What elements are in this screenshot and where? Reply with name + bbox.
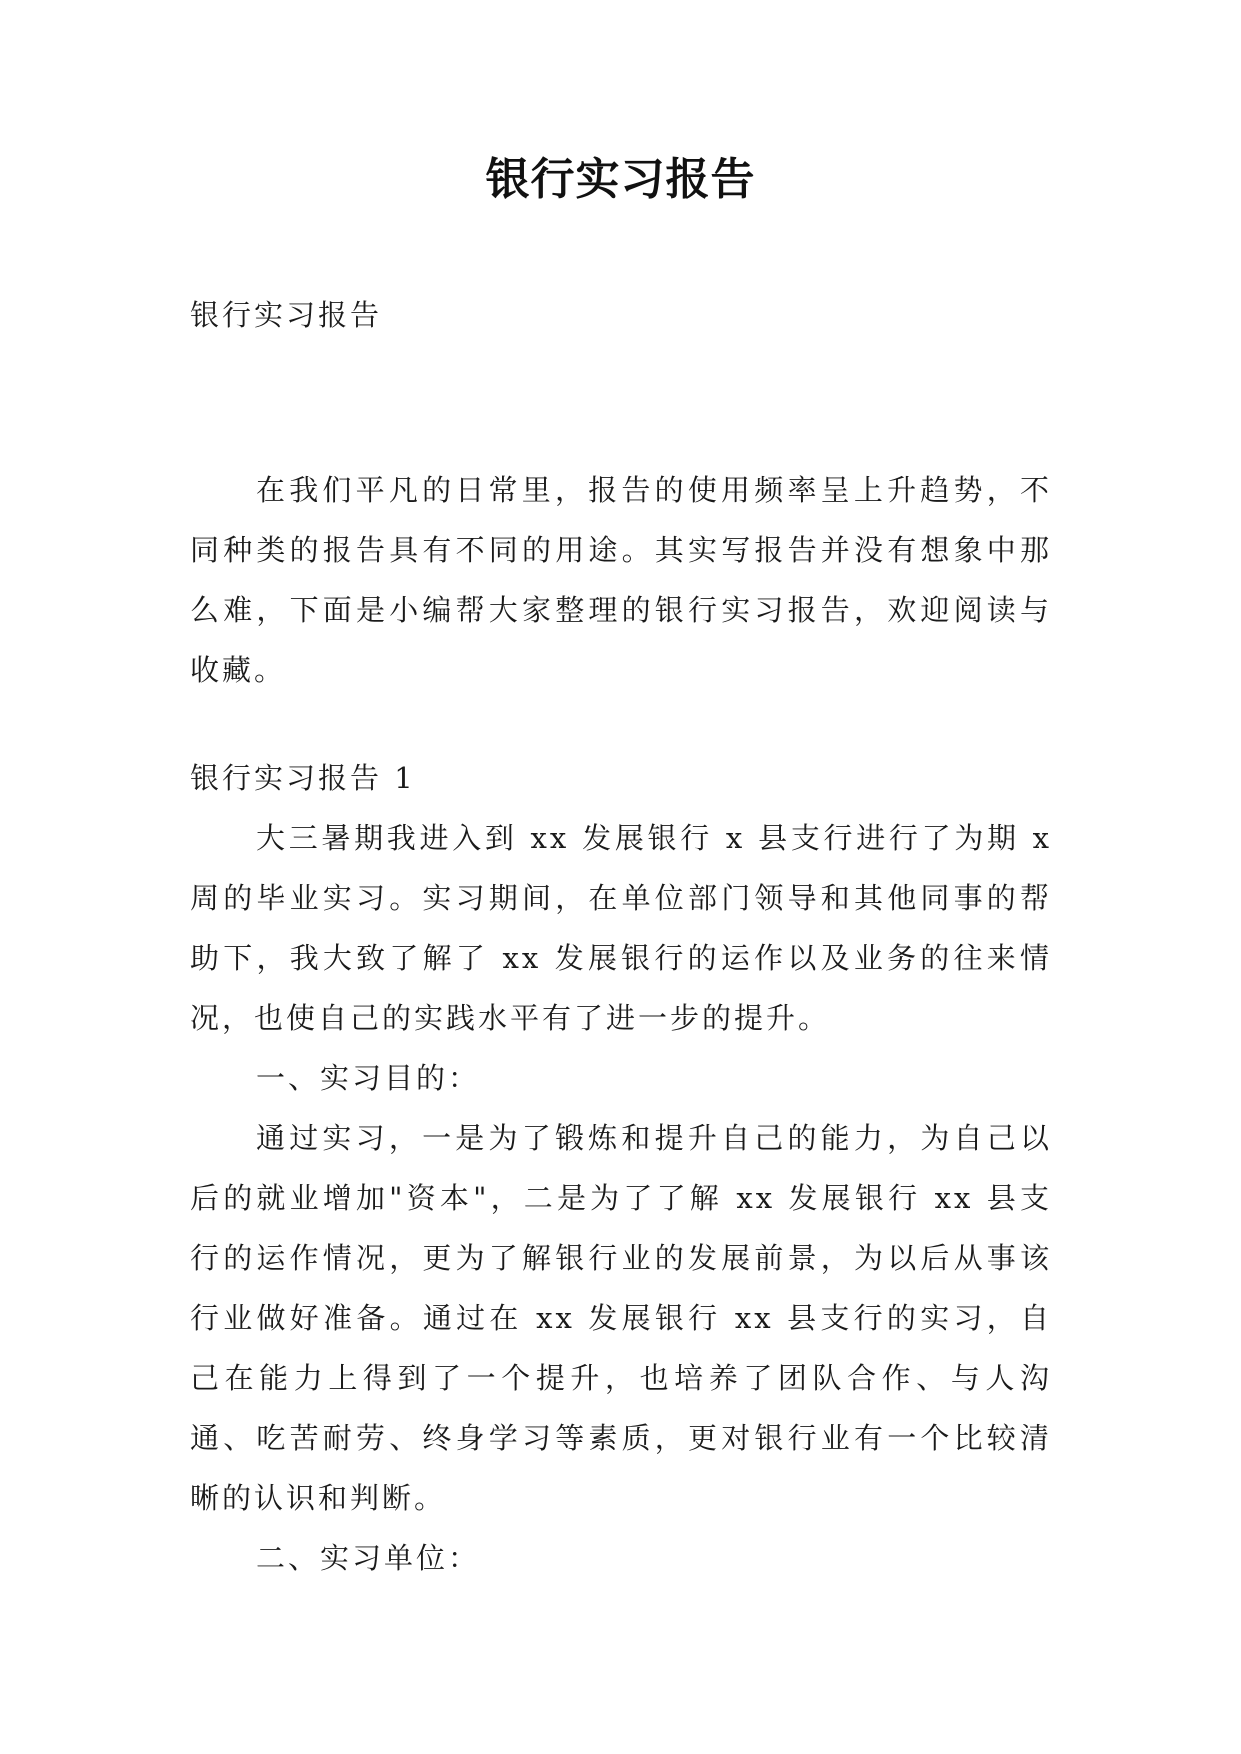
document-subtitle: 银行实习报告	[190, 298, 383, 332]
section-1	[190, 748, 1052, 1588]
section-1-paragraph: 大三暑期我进入到 xx 发展银行 x 县支行进行了为期 x 周的毕业实习。实习期间，在单位部门领导和其他同事的帮助下，我大致了解了 xx 发展银行的运作以及业务的往来情况，也使自己的实践水平有了进一步的提升。	[190, 821, 1052, 1035]
section-1-subheading-unit: 二、实习单位：	[256, 1541, 481, 1575]
document-title: 银行实习报告	[485, 154, 756, 205]
section-1-subheading-purpose: 一、实习目的：	[256, 1061, 481, 1095]
section-1-heading: 银行实习报告 1	[190, 761, 416, 795]
intro-block	[190, 460, 1052, 700]
intro-paragraph: 在我们平凡的日常里，报告的使用频率呈上升趋势，不同种类的报告具有不同的用途。其实写报告并没有想象中那么难，下面是小编帮大家整理的银行实习报告，欢迎阅读与收藏。	[190, 473, 1052, 687]
section-1-paragraph: 通过实习，一是为了锻炼和提升自己的能力，为自己以后的就业增加"资本"，二是为了了解 xx 发展银行 xx 县支行的运作情况，更为了解银行业的发展前景，为以后从事该行业做好准备。通过在 xx 发展银行 xx 县支行的实习，自己在能力上得到了一个提升，也培养了团队合作、与人沟通、吃苦耐劳、终身学习等素质，更对银行业有一个比较清晰的认识和判断。	[190, 1121, 1052, 1515]
